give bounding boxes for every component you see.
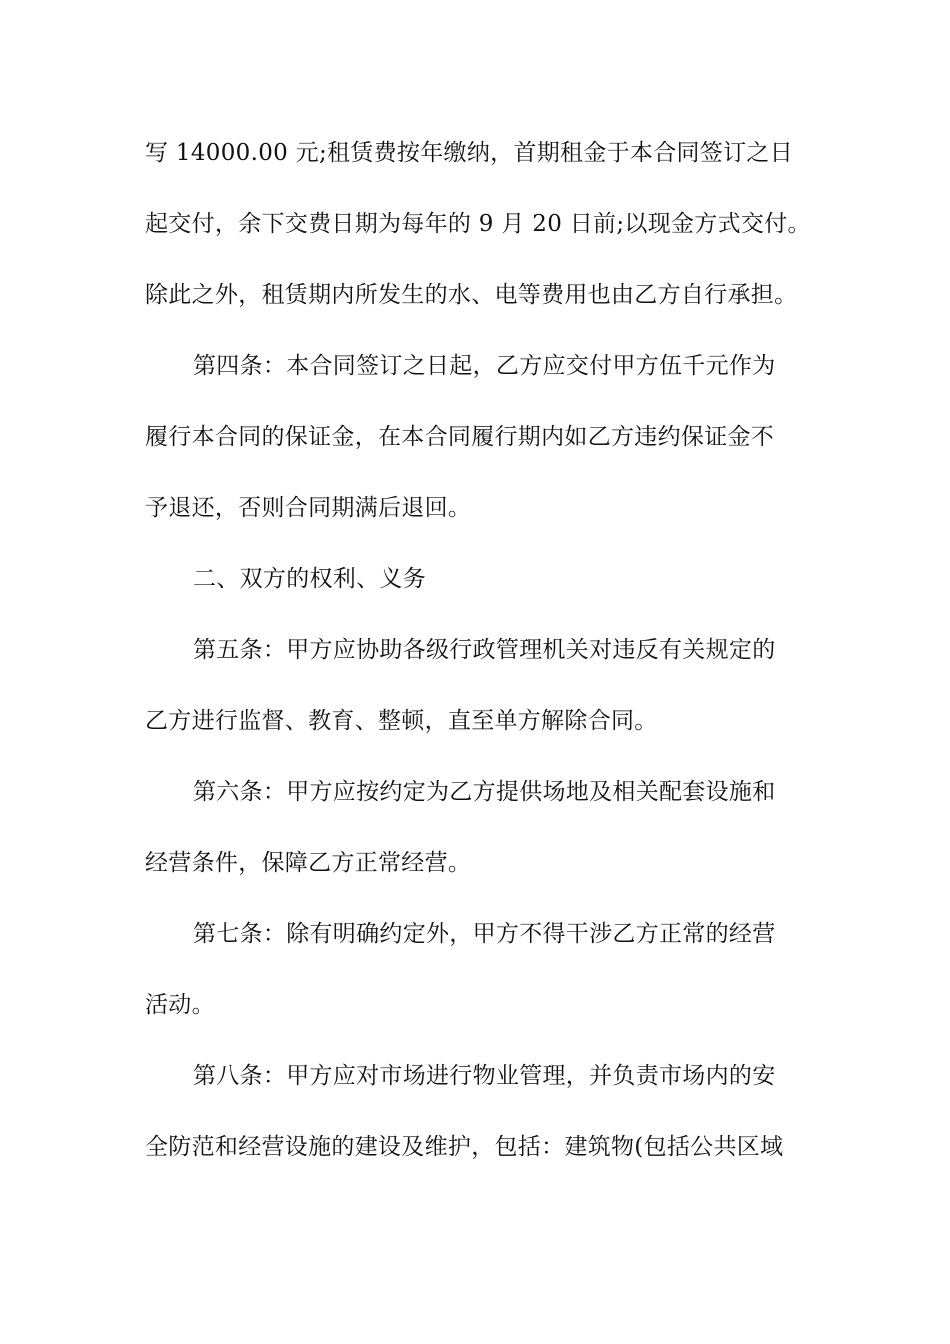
text-line: 除此之外，租赁期内所发生的水、电等费用也由乙方自行承担。: [145, 282, 798, 308]
paragraph-clause-8: 第八条：甲方应对市场进行物业管理，并负责市场内的安: [193, 1063, 776, 1089]
text-line: 予退还，否则合同期满后退回。: [145, 495, 472, 521]
text-line: 活动。: [145, 992, 215, 1018]
section-heading: 二、双方的权利、义务: [193, 566, 426, 592]
paragraph-clause-4: 第四条：本合同签订之日起，乙方应交付甲方伍千元作为: [193, 353, 776, 379]
text-line: 履行本合同的保证金，在本合同履行期内如乙方违约保证金不: [145, 424, 775, 450]
text-line: 起交付，余下交费日期为每年的 9 月 20 日前;以现金方式交付。: [145, 211, 811, 237]
paragraph-clause-7: 第七条：除有明确约定外，甲方不得干涉乙方正常的经营: [193, 921, 776, 947]
text-line: 乙方进行监督、教育、整顿，直至单方解除合同。: [145, 708, 658, 734]
paragraph-clause-6: 第六条：甲方应按约定为乙方提供场地及相关配套设施和: [193, 779, 776, 805]
text-line: 写 14000.00 元;租赁费按年缴纳，首期租金于本合同签订之日: [145, 140, 794, 166]
text-line: 经营条件，保障乙方正常经营。: [145, 850, 472, 876]
paragraph-clause-5: 第五条：甲方应协助各级行政管理机关对违反有关规定的: [193, 637, 776, 663]
text-line: 全防范和经营设施的建设及维护，包括：建筑物(包括公共区域: [145, 1134, 784, 1160]
